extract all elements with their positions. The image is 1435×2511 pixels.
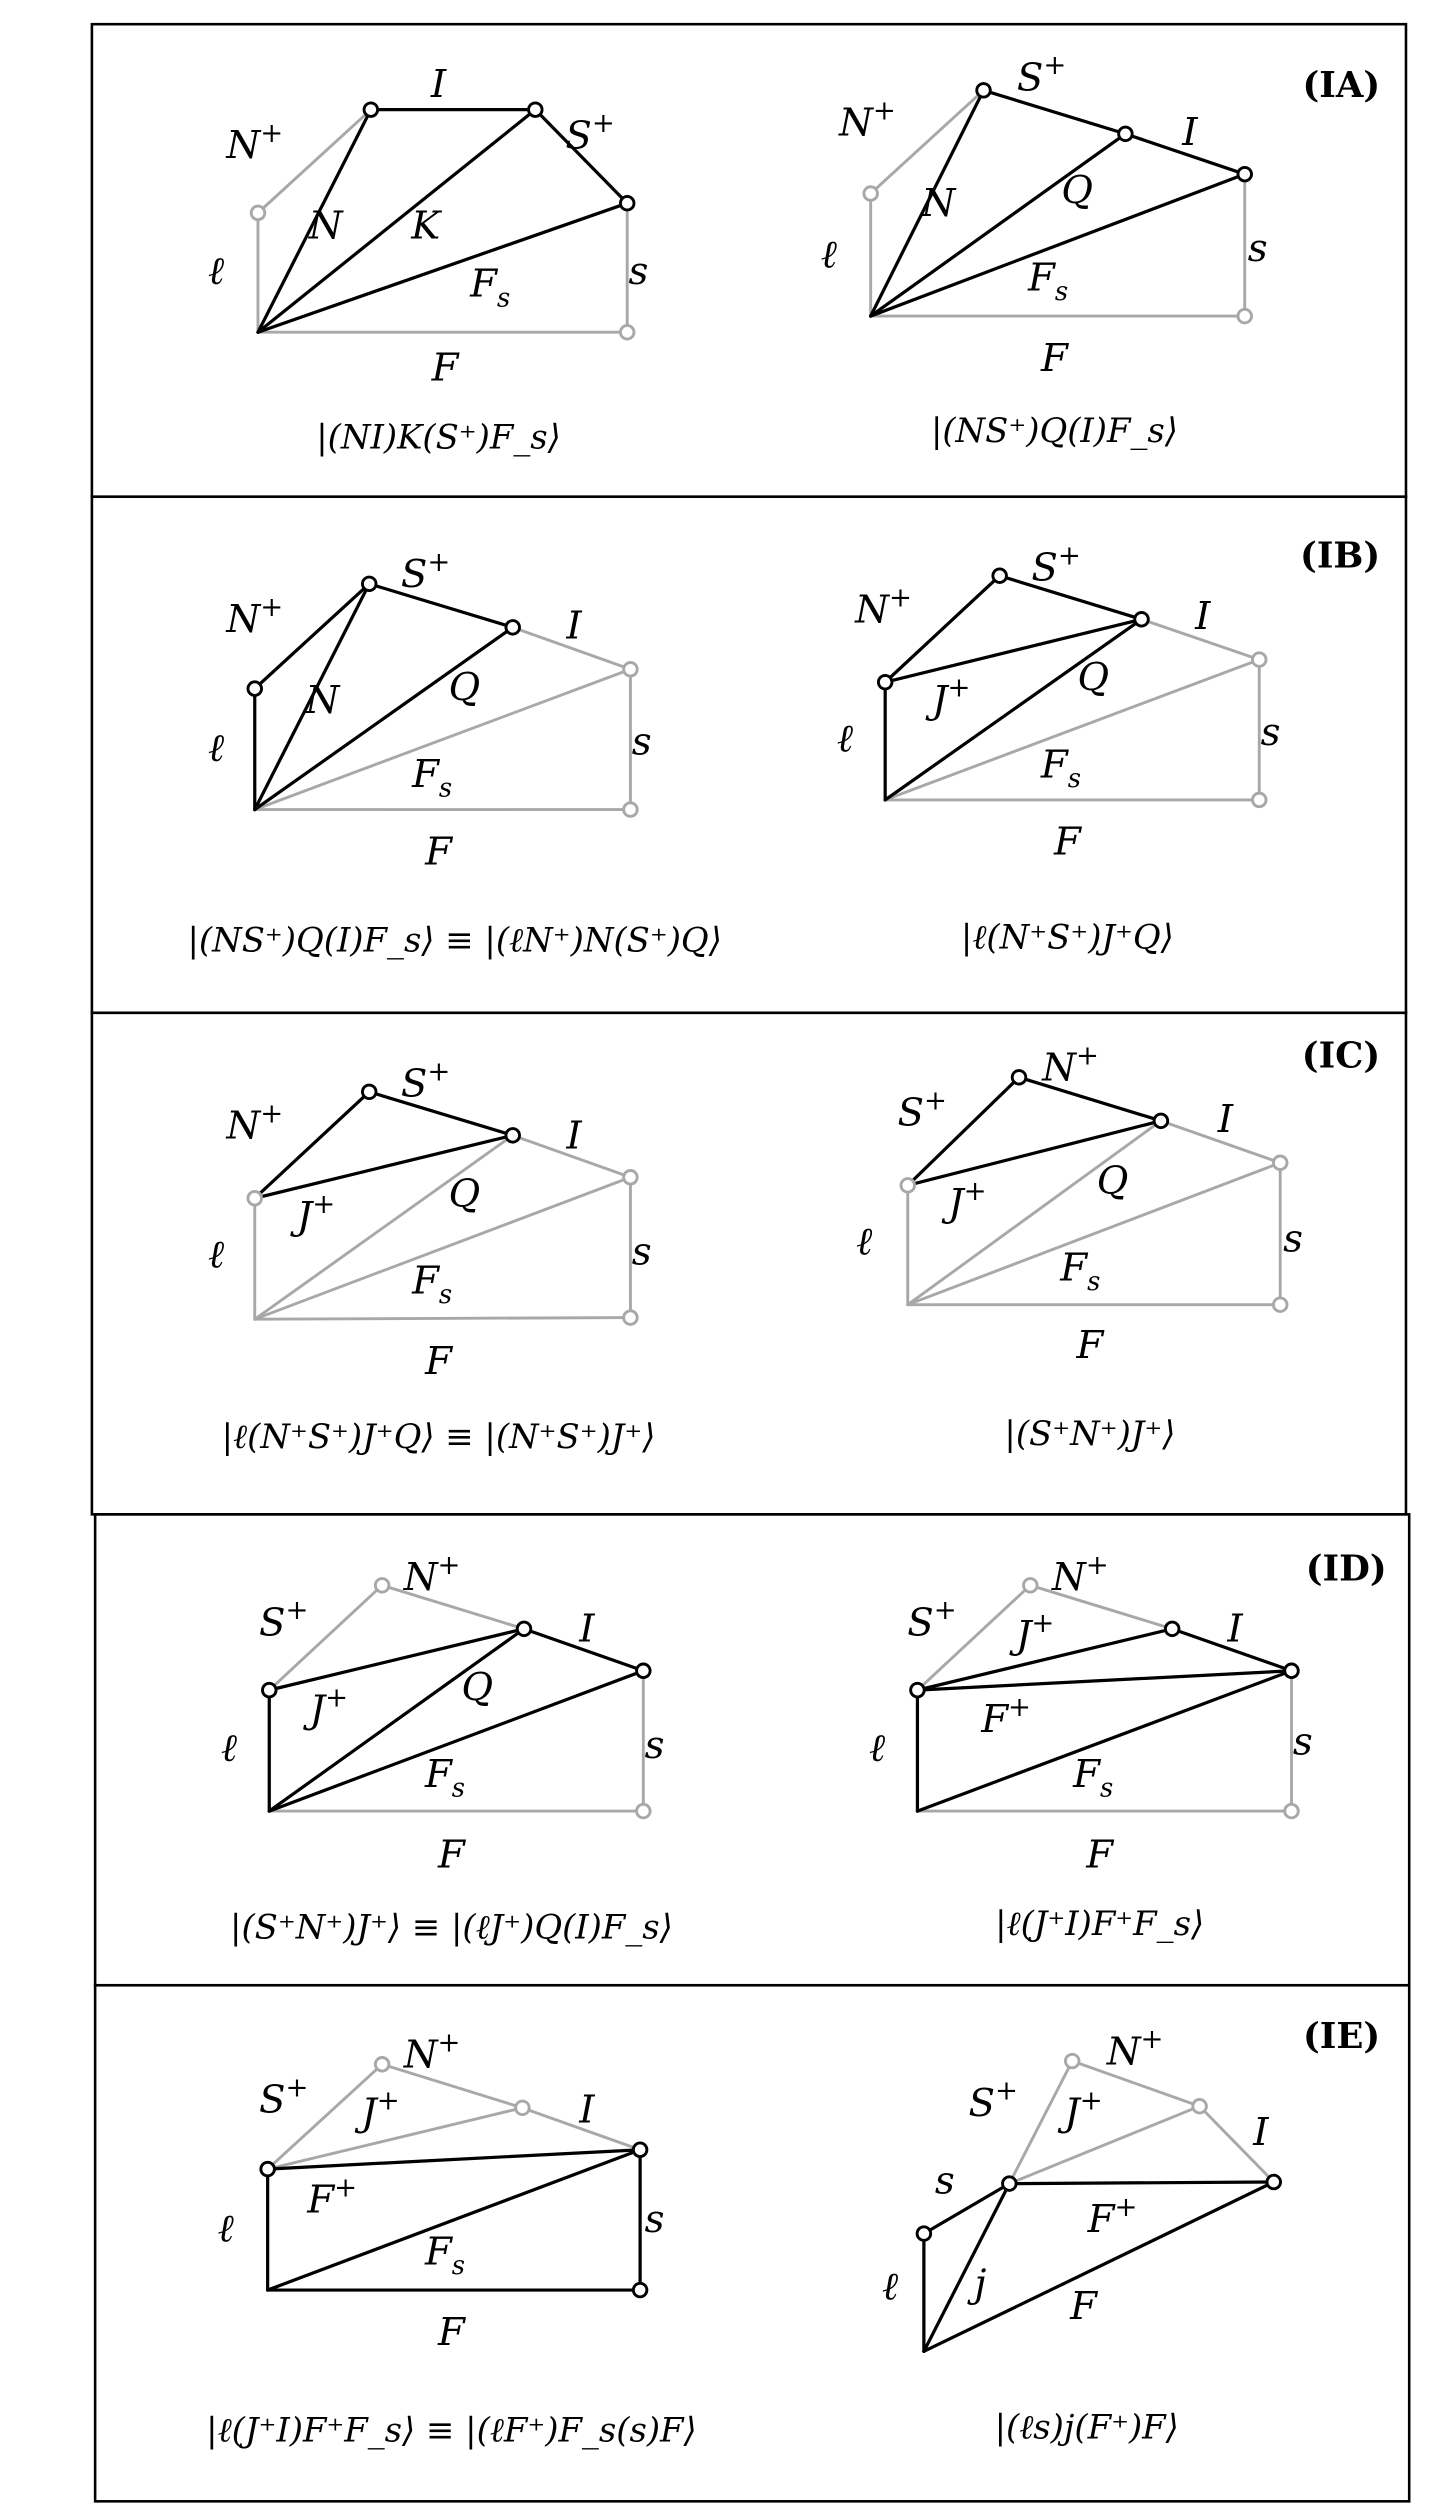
- edge-label: N+: [839, 95, 896, 146]
- edge-label: s: [1283, 1216, 1304, 1262]
- vertex-node: [1003, 2177, 1017, 2191]
- panel-tag-id: (ID): [1305, 1548, 1387, 1590]
- edge-label: N+: [403, 2027, 461, 2078]
- vertex-node: [864, 187, 878, 201]
- vertex-node: [917, 2227, 931, 2241]
- vertex-node: [1135, 613, 1149, 627]
- edge-c-f: [1009, 2182, 1273, 2184]
- vertex-node: [1119, 127, 1133, 141]
- panel-tag-ic: (IC): [1301, 1035, 1381, 1077]
- edge-label: s: [1292, 1719, 1313, 1765]
- edge-label: S+: [968, 2075, 1018, 2126]
- vertex-node: [633, 2283, 647, 2297]
- ket-ic-left: |ℓ(N⁺S⁺)J⁺Q⟩ ≡ |(N⁺S⁺)J⁺⟩: [221, 1417, 656, 1457]
- edge-label: F: [438, 1832, 465, 1878]
- edge-label: I: [579, 2087, 595, 2133]
- edge-label: J+: [296, 1188, 336, 1239]
- vertex-node: [1065, 2054, 1079, 2068]
- edge-label: Q: [448, 1171, 481, 1217]
- vertex-node: [977, 84, 991, 98]
- vertex-node: [1193, 2099, 1207, 2113]
- edge-b-e: [268, 2150, 640, 2169]
- edge-c-e: [1009, 2106, 1199, 2183]
- edge-label: N+: [226, 592, 284, 643]
- vertex-node: [517, 1622, 531, 1636]
- edge-label: N+: [403, 1550, 461, 1601]
- vertex-node: [1273, 1156, 1287, 1170]
- edge-label: N+: [226, 117, 284, 169]
- edge-label: ℓ: [217, 2206, 234, 2252]
- diagram-4-0: [218, 2027, 665, 2355]
- edge-c-d: [1000, 576, 1142, 620]
- ket-ie-right: |(ℓs)j(F⁺)F⟩: [994, 2407, 1179, 2447]
- edge-label: S+: [907, 1595, 957, 1646]
- edge-label: S+: [400, 546, 451, 598]
- vertex-node: [375, 2058, 389, 2072]
- edge-label: N+: [855, 582, 912, 633]
- edge-label: I: [1195, 593, 1211, 639]
- edge-label: I: [1182, 110, 1198, 156]
- diagram-2-1: [856, 1040, 1303, 1368]
- edge-label: s: [1260, 710, 1281, 756]
- edge-label: ℓ: [856, 1219, 873, 1265]
- edge-label: $F_s$: [424, 1751, 466, 1804]
- vertex-node: [251, 206, 265, 220]
- vertex-node: [248, 682, 262, 696]
- edge-label: I: [1227, 1606, 1243, 1652]
- vertex-node: [624, 1311, 638, 1325]
- edge-label: ℓ: [207, 1232, 225, 1278]
- edge-label: F+: [981, 1691, 1032, 1743]
- edge-label: s: [631, 1229, 652, 1275]
- edge-label: I: [430, 61, 447, 107]
- vertex-node: [637, 1804, 651, 1818]
- vertex-node: [1267, 2175, 1281, 2189]
- ket-id-left: |(S⁺N⁺)J⁺⟩ ≡ |(ℓJ⁺)Q(I)F_s⟩: [230, 1907, 673, 1947]
- diagram-3-1: [869, 1550, 1313, 1878]
- edge-label: $F_s$: [1027, 255, 1069, 307]
- edge-label: J+: [361, 2085, 400, 2136]
- edge-label: J+: [932, 672, 971, 723]
- vertex-node: [1285, 1664, 1299, 1678]
- edge-label: N+: [1051, 1550, 1109, 1601]
- edge-label: Q: [1061, 168, 1093, 214]
- edge-b-e: [917, 1671, 1291, 1690]
- ket-formulas: [187, 411, 1204, 2451]
- edge-label: I: [566, 1113, 582, 1159]
- vertex-node: [375, 1579, 389, 1593]
- vertex-node: [364, 103, 378, 117]
- edge-label: F: [1070, 2284, 1097, 2330]
- panel-tag-ia: (IA): [1302, 64, 1381, 106]
- vertex-node: [620, 196, 634, 210]
- edge-label: S+: [897, 1085, 948, 1136]
- ket-ia-left: |(NI)K(S⁺)F_s⟩: [316, 417, 561, 457]
- edge-label: S+: [1031, 540, 1081, 591]
- panel-frames: [92, 24, 1409, 2501]
- edge-label: Q: [1077, 655, 1110, 701]
- edge-label: S+: [259, 2072, 309, 2123]
- diagram-0-0: [208, 62, 648, 391]
- vertex-node: [1238, 309, 1252, 323]
- edge-label: J+: [948, 1175, 987, 1226]
- edge-label: F: [1076, 1322, 1104, 1368]
- edge-label: s: [644, 1722, 665, 1768]
- edge-label: I: [579, 1606, 595, 1652]
- edge-label: F: [431, 345, 459, 391]
- edge-label: S+: [400, 1056, 451, 1107]
- edge-label: F: [438, 2309, 465, 2355]
- edge-label: $F_s$: [1040, 742, 1081, 795]
- edge-label: s: [644, 2196, 665, 2243]
- edge-label: ℓ: [220, 1726, 238, 1772]
- edge-label: ℓ: [820, 232, 837, 278]
- edge-label: Q: [448, 664, 481, 710]
- edge-label: I: [1217, 1097, 1234, 1143]
- panel-tag-ib: (IB): [1300, 535, 1381, 577]
- vertex-node: [506, 1129, 520, 1143]
- vertex-node: [529, 103, 543, 117]
- edge-label: s: [1247, 226, 1268, 272]
- panel-tag-ie: (IE): [1302, 2016, 1381, 2058]
- edge-a-f: [255, 1318, 631, 1320]
- diagram-4-1: [882, 2024, 1281, 2351]
- edge-label: F: [1086, 1832, 1114, 1878]
- edge-label: N+: [1042, 1040, 1100, 1091]
- edge-label: K: [411, 203, 441, 249]
- vertex-node: [1273, 1298, 1287, 1312]
- edge-label: $F_s$: [1073, 1751, 1114, 1804]
- edge-label: $F_s$: [470, 261, 511, 314]
- edge-label: Q: [1096, 1158, 1129, 1204]
- coupling-diagrams: [208, 50, 1313, 2355]
- edge-label: ℓ: [207, 726, 225, 772]
- edge-label: N+: [226, 1098, 284, 1149]
- vertex-node: [1165, 1622, 1179, 1636]
- ket-ie-left: |ℓ(J⁺I)F⁺F_s⟩ ≡ |(ℓF⁺)F_s(s)F⟩: [206, 2410, 697, 2450]
- vertex-node: [1252, 793, 1266, 807]
- vertex-node: [1238, 167, 1252, 181]
- edge-c-d: [984, 90, 1126, 134]
- edge-label: $F_s$: [1060, 1245, 1101, 1298]
- vertex-node: [362, 577, 376, 591]
- edge-c-d: [369, 584, 513, 628]
- edge-label: J+: [1015, 1608, 1055, 1659]
- vertex-node: [878, 675, 892, 689]
- vertex-node: [624, 803, 638, 817]
- edge-label: J+: [309, 1682, 349, 1733]
- vertex-node: [516, 2101, 530, 2115]
- edge-c-d: [1019, 1077, 1161, 1121]
- vertex-node: [1252, 653, 1266, 667]
- diagram-1-0: [208, 547, 652, 875]
- edge-label: ℓ: [881, 2264, 899, 2310]
- vertex-node: [1024, 1579, 1038, 1593]
- vertex-node: [362, 1085, 376, 1099]
- edge-label: F+: [307, 2172, 358, 2223]
- edge-label: s: [631, 719, 652, 765]
- vertex-node: [624, 1171, 638, 1185]
- vertex-node: [506, 621, 520, 635]
- edge-label: s: [934, 2158, 955, 2204]
- edge-label: S+: [259, 1595, 309, 1646]
- edge-label: F+: [1087, 2191, 1138, 2243]
- ket-ib-right: |ℓ(N⁺S⁺)J⁺Q⟩: [960, 917, 1174, 957]
- vertex-node: [633, 2143, 647, 2157]
- edge-c-d: [369, 1092, 513, 1136]
- edge-label: N: [308, 203, 343, 249]
- edge-label: ℓ: [207, 248, 225, 294]
- vertex-node: [1012, 1071, 1026, 1085]
- edge-label: $F_s$: [412, 752, 453, 804]
- edge-label: F: [425, 1339, 452, 1385]
- edge-label: S+: [565, 108, 615, 159]
- vertex-node: [1285, 1804, 1299, 1818]
- edge-b-d: [268, 2108, 523, 2169]
- diagram-0-1: [821, 50, 1268, 381]
- panel-frame-ia: [92, 24, 1406, 497]
- edge-label: F: [425, 829, 452, 875]
- edge-label: Q: [461, 1664, 494, 1710]
- vertex-node: [993, 569, 1007, 583]
- edge-label: N+: [1106, 2024, 1164, 2075]
- edge-label: $F_s$: [412, 1258, 453, 1311]
- edge-label: S+: [1016, 50, 1067, 101]
- edge-label: j: [974, 2261, 987, 2307]
- diagram-1-1: [837, 540, 1281, 864]
- edge-label: ℓ: [836, 716, 853, 762]
- edge-label: $F_s$: [424, 2229, 466, 2281]
- vertex-node: [248, 1191, 262, 1205]
- edge-label: N: [921, 181, 956, 227]
- edge-label: ℓ: [869, 1726, 886, 1772]
- edge-label: N: [305, 677, 340, 723]
- edge-label: I: [566, 603, 582, 649]
- edge-label: F: [1041, 335, 1068, 381]
- ket-id-right: |ℓ(J⁺I)F⁺F_s⟩: [995, 1904, 1205, 1944]
- vertex-node: [1154, 1114, 1168, 1128]
- edge-c-d: [1009, 2061, 1072, 2184]
- vertex-node: [620, 325, 634, 339]
- vertex-node: [901, 1179, 915, 1193]
- edge-label: F: [1053, 819, 1081, 865]
- vertex-node: [637, 1664, 651, 1678]
- ket-ia-right: |(NS⁺)Q(I)F_s⟩: [930, 410, 1179, 450]
- vertex-node: [911, 1683, 925, 1697]
- vertex-node: [261, 2162, 275, 2176]
- ket-ib-left: |(NS⁺)Q(I)F_s⟩ ≡ |(ℓN⁺)N(S⁺)Q⟩: [187, 920, 722, 960]
- edge-label: s: [628, 248, 649, 294]
- edge-label: I: [1253, 2109, 1269, 2155]
- edge-label: J+: [1064, 2085, 1103, 2136]
- panel-tags: [1300, 65, 1387, 2057]
- ket-ic-right: |(S⁺N⁺)J⁺⟩: [1004, 1413, 1176, 1453]
- edge-a-d: [871, 134, 1126, 316]
- vertex-node: [624, 663, 638, 677]
- diagram-2-0: [208, 1057, 652, 1385]
- vertex-node: [262, 1683, 276, 1697]
- diagram-3-0: [221, 1550, 665, 1878]
